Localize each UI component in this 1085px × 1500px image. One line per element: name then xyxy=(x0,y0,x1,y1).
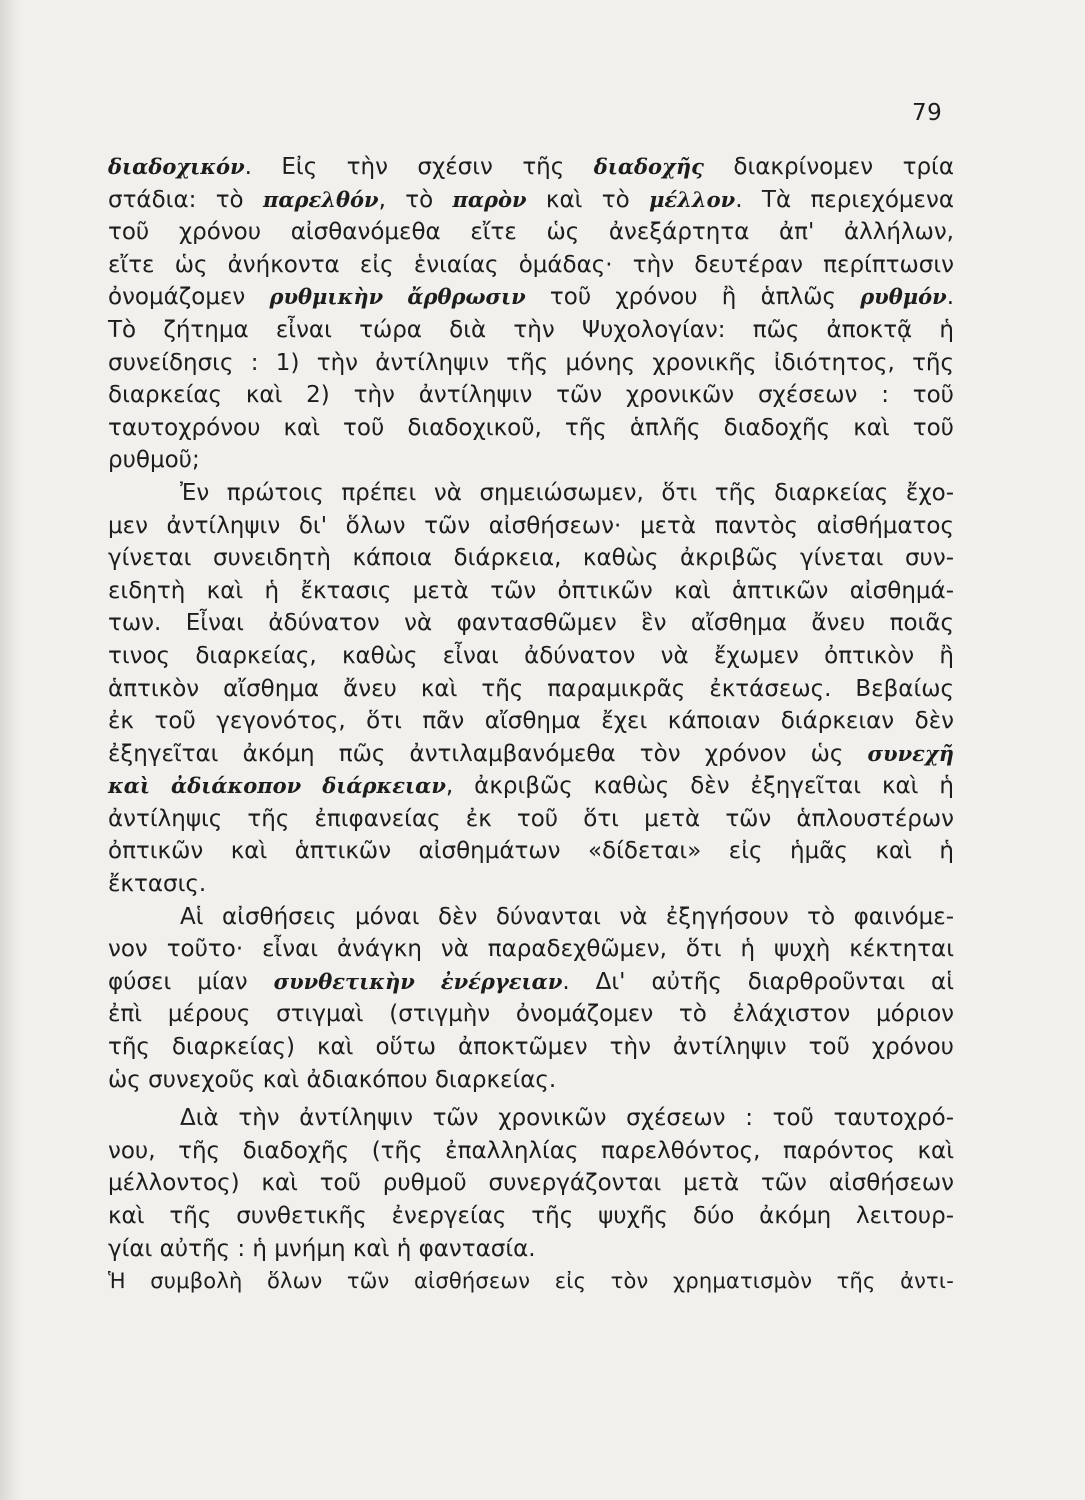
text-line: μέλλοντος) καὶ τοῦ ρυθμοῦ συνεργάζονται μετὰ τῶν αἰσθήσεων xyxy=(108,1170,954,1197)
body-text xyxy=(108,151,954,1298)
text-run: . xyxy=(946,284,954,311)
text-line xyxy=(108,281,954,314)
text-line: Ἡ συμβολὴ ὅλων τῶν αἰσθήσεων εἰς τὸν χρηματισμὸν τῆς ἀντι- xyxy=(108,1269,954,1294)
text-line: Τὸ ζήτημα εἶναι τώρα διὰ τὴν Ψυχολογίαν: πῶς ἀποκτᾷ ἡ xyxy=(108,316,954,343)
text-run: . Τὰ περιεχόμενα xyxy=(735,186,954,213)
text-line: τῆς διαρκείας) καὶ οὕτω ἀποκτῶμεν τὴν ἀντίληψιν τοῦ χρόνου xyxy=(108,1034,954,1061)
text-line: ταυτοχρόνου καὶ τοῦ διαδοχικοῦ, τῆς ἁπλῆς διαδοχῆς καὶ τοῦ xyxy=(108,414,954,441)
text-run: , ἀκριβῶς καθὼς δὲν ἐξηγεῖται καὶ ἡ xyxy=(445,773,955,800)
text-line xyxy=(108,738,954,771)
text-line: διαρκείας καὶ 2) τὴν ἀντίληψιν τῶν χρονικῶν σχέσεων : τοῦ xyxy=(108,382,954,409)
text-run: . Δι' αὐτῆς διαρθροῦνται αἱ xyxy=(562,968,954,995)
emphasis: παρελθόν xyxy=(262,186,379,212)
text-line: γίνεται συνειδητὴ κάποια διάρκεια, καθὼς ἀκριβῶς γίνεται συν- xyxy=(108,545,954,572)
text-run: διακρίνομεν τρία xyxy=(703,154,954,180)
text-line: ἐκ τοῦ γεγονότος, ὅτι πᾶν αἴσθημα ἔχει κάποιαν διάρκειαν δὲν xyxy=(108,708,954,735)
text-line xyxy=(108,151,954,184)
text-run: ὀνομάζομεν xyxy=(108,284,270,311)
emphasis: παρὸν xyxy=(452,186,527,212)
text-line xyxy=(108,184,954,217)
emphasis: διαδοχῆς xyxy=(593,154,704,179)
page-number: 79 xyxy=(912,100,943,126)
emphasis: συνθετικὴν ἐνέργειαν xyxy=(273,968,563,994)
text-line: Διὰ τὴν ἀντίληψιν τῶν χρονικῶν σχέσεων : τοῦ ταυτοχρό- xyxy=(180,1105,954,1132)
text-line: ἀντίληψις τῆς ἐπιφανείας ἐκ τοῦ ὅτι μετὰ τῶν ἁπλουστέρων xyxy=(108,805,954,832)
text-line: ὀπτικῶν καὶ ἁπτικῶν αἰσθημάτων «δίδεται» εἰς ἡμᾶς καὶ ἡ xyxy=(108,838,954,865)
text-line: ἔκτασις. xyxy=(108,871,207,898)
text-line: συνείδησις : 1) τὴν ἀντίληψιν τῆς μόνης χρονικῆς ἰδιότητος, τῆς xyxy=(108,349,954,376)
text-line: ειδητὴ καὶ ἡ ἔκτασις μετὰ τῶν ὀπτικῶν καὶ ἁπτικῶν αἰσθημά- xyxy=(108,577,954,604)
text-line: ὡς συνεχοῦς καὶ ἀδιακόπου διαρκείας. xyxy=(108,1066,557,1093)
text-line: τινος διαρκείας, καθὼς εἶναι ἀδύνατον νὰ ἔχωμεν ὀπτικὸν ἢ xyxy=(108,642,954,669)
emphasis: καὶ ἀδιάκοπον διάρκειαν xyxy=(108,773,446,799)
page-edge-shadow xyxy=(0,0,22,1500)
text-line: ρυθμοῦ; xyxy=(108,447,200,474)
text-run: ἐξηγεῖται ἀκόμη πῶς ἀντιλαμβανόμεθα τὸν χρόνον ὡς xyxy=(108,740,868,767)
emphasis: μέλλον xyxy=(649,186,736,212)
emphasis: ρυθμικὴν ἄρθρωσιν xyxy=(269,284,526,310)
text-line: τοῦ χρόνου αἰσθανόμεθα εἴτε ὡς ἀνεξάρτητα ἀπ' ἀλλήλων, xyxy=(108,219,954,246)
text-run: , τὸ xyxy=(378,186,453,213)
text-line: γίαι αὐτῆς : ἡ μνήμη καὶ ἡ φαντασία. xyxy=(108,1235,536,1262)
text-line: Αἱ αἰσθήσεις μόναι δὲν δύνανται νὰ ἐξηγήσουν τὸ φαινόμε- xyxy=(180,903,954,930)
emphasis: συνεχῆ xyxy=(867,740,954,766)
text-line: των. Εἶναι ἀδύνατον νὰ φαντασθῶμεν ἓν αἴσθημα ἄνευ ποιᾶς xyxy=(108,610,954,637)
text-line: μεν ἀντίληψιν δι' ὅλων τῶν αἰσθήσεων· μετὰ παντὸς αἰσθήματος xyxy=(108,512,954,539)
text-line: Ἐν πρώτοις πρέπει νὰ σημειώσωμεν, ὅτι τῆς διαρκείας ἔχο- xyxy=(180,479,954,506)
text-run: στάδια: τὸ xyxy=(108,186,263,213)
text-line: ἁπτικὸν αἴσθημα ἄνευ καὶ τῆς παραμικρᾶς ἐκτάσεως. Βεβαίως xyxy=(108,675,954,702)
text-line: ἐπὶ μέρους στιγμαὶ (στιγμὴν ὀνομάζομεν τὸ ἐλάχιστον μόριον xyxy=(108,1001,954,1028)
text-run: . Εἰς τὴν σχέσιν τῆς xyxy=(244,154,594,180)
text-line xyxy=(108,966,954,999)
text-line: νου, τῆς διαδοχῆς (τῆς ἐπαλληλίας παρελθόντος, παρόντος καὶ xyxy=(108,1137,954,1164)
text-line: εἴτε ὡς ἀνήκοντα εἰς ἑνιαίας ὁμάδας· τὴν δευτέραν περίπτωσιν xyxy=(108,251,954,278)
text-run: φύσει μίαν xyxy=(108,968,274,995)
text-run: τοῦ χρόνου ἢ ἁπλῶς xyxy=(525,284,861,311)
text-line: καὶ τῆς συνθετικῆς ἐνεργείας τῆς ψυχῆς δύο ἀκόμη λειτουρ- xyxy=(108,1203,954,1229)
emphasis: διαδοχικόν xyxy=(108,154,245,179)
text-line: νον τοῦτο· εἶναι ἀνάγκη νὰ παραδεχθῶμεν, ὅτι ἡ ψυχὴ κέκτηται xyxy=(108,936,954,963)
text-line xyxy=(108,770,954,803)
emphasis: ρυθμόν xyxy=(860,284,947,310)
text-run: καὶ τὸ xyxy=(526,186,650,213)
